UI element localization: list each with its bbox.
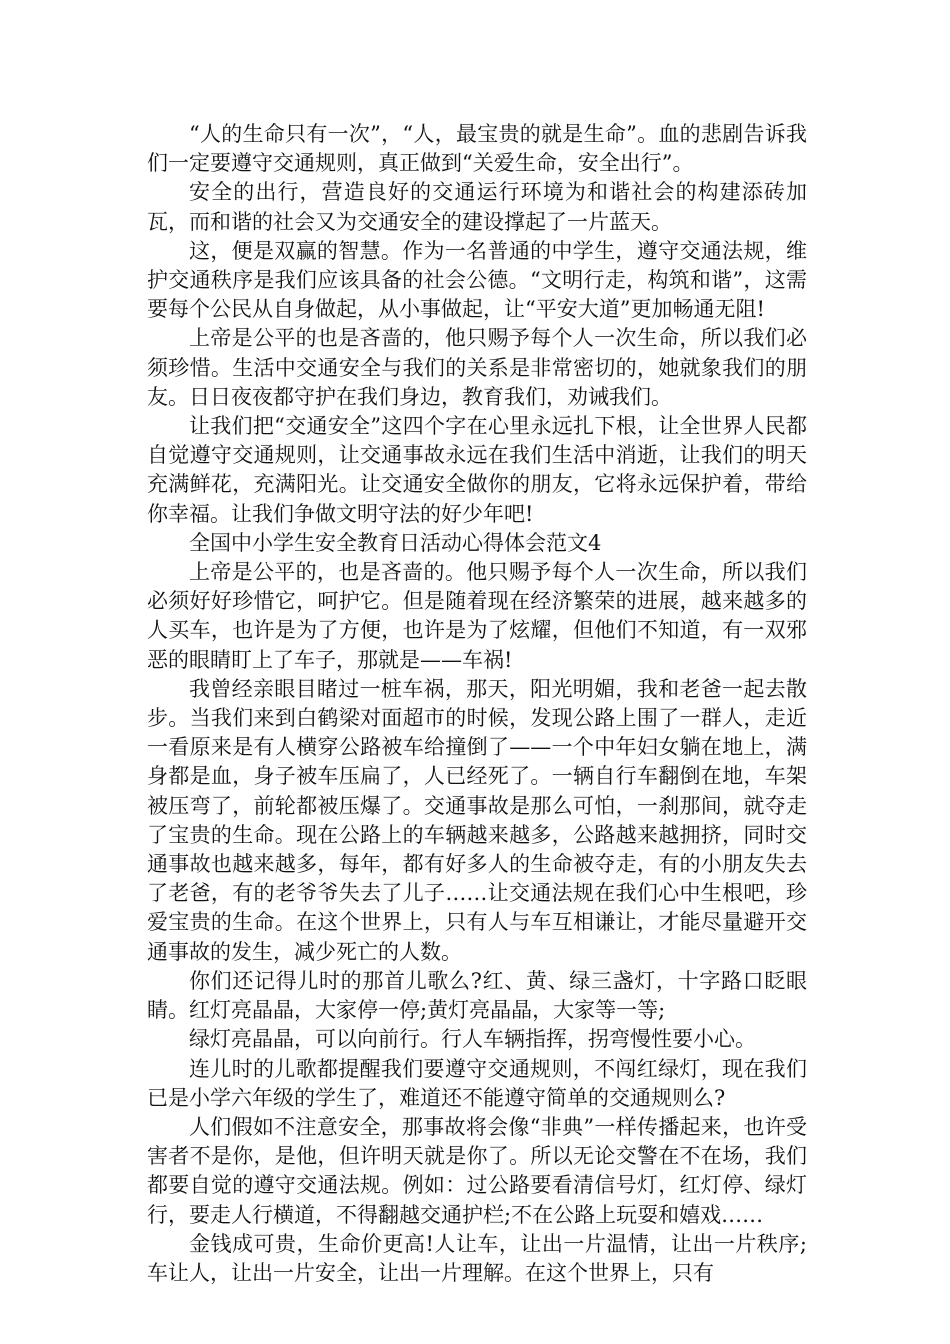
paragraph: 上帝是公平的，也是吝啬的。他只赐予每个人一次生命，所以我们必须好好珍惜它，呵护它。但是随着现在经济繁荣的进展，越来越多的人买车，也许是为了方便，也许是为了炫耀，但他们不知道，有一双邪恶的眼睛盯上了车子，那就是——车祸! [147, 560, 807, 672]
paragraph: 上帝是公平的也是吝啬的，他只赐予每个人一次生命，所以我们必须珍惜。生活中交通安全与我们的关系是非常密切的，她就象我们的朋友。日日夜夜都守护在我们身边，教育我们，劝诫我们。 [147, 326, 807, 409]
paragraph: 这，便是双赢的智慧。作为一名普通的中学生，遵守交通法规，维护交通秩序是我们应该具备的社会公德。“文明行走，构筑和谐”，这需要每个公民从自身做起，从小事做起，让“平安大道”更加畅通无阻! [147, 238, 807, 322]
document-body [147, 120, 807, 1288]
paragraph: “人的生命只有一次”，“人，最宝贵的就是生命”。血的悲剧告诉我们一定要遵守交通规则，真正做到“关爱生命，安全出行”。 [147, 122, 807, 176]
paragraph: 我曾经亲眼目睹过一桩车祸，那天，阳光明媚，我和老爸一起去散步。当我们来到白鹤梁对面超市的时候，发现公路上围了一群人，走近一看原来是有人横穿公路被车给撞倒了——一个中年妇女躺在地上，满身都是血，身子被车压扁了，人已经死了。一辆自行车翻倒在地，车架被压弯了，前轮都被压爆了。交通事故是那么可怕，一刹那间，就夺走了宝贵的生命。现在公路上的车辆越来越多，公路越来越拥挤，同时交通事故也越来越多，每年，都有好多人的生命被夺走，有的小朋友失去了老爸，有的老爷爷失去了儿子……让交通法规在我们心中生根吧，珍爱宝贵的生命。在这个世界上，只有人与车互相谦让，才能尽量避开交通事故的发生，减少死亡的人数。 [147, 676, 807, 964]
paragraph: 你们还记得儿时的那首儿歌么?红、黄、绿三盏灯，十字路口眨眼睛。红灯亮晶晶，大家停一停;黄灯亮晶晶，大家等一等; [147, 968, 807, 1023]
paragraph: 绿灯亮晶晶，可以向前行。行人车辆指挥，拐弯慢性要小心。 [189, 1027, 756, 1052]
paragraph: 金钱成可贵，生命价更高!人让车，让出一片温情，让出一片秩序;车让人，让出一片安全，让出一片理解。在这个世界上，只有 [147, 1231, 807, 1285]
paragraph: 安全的出行，营造良好的交通运行环境为和谐社会的构建添砖加瓦，而和谐的社会又为交通安全的建设撑起了一片蓝天。 [147, 180, 807, 234]
paragraph: 让我们把“交通安全”这四个字在心里永远扎下根，让全世界人民都自觉遵守交通规则，让交通事故永远在我们生活中消逝，让我们的明天充满鲜花，充满阳光。让交通安全做你的朋友，它将永远保护着，带给你幸福。让我们争做文明守法的好少年吧! [147, 414, 807, 526]
paragraph: 连儿时的儿歌都提醒我们要遵守交通规则，不闯红绿灯，现在我们已是小学六年级的学生了，难道还不能遵守简单的交通规则么? [147, 1056, 807, 1110]
paragraph: 人们假如不注意安全，那事故将会像“非典”一样传播起来，也许受害者不是你，是他，但许明天就是你了。所以无论交警在不在场，我们都要自觉的遵守交通法规。例如：过公路要看清信号灯，红灯停、绿灯行，要走人行横道，不得翻越交通护栏;不在公路上玩耍和嬉戏…… [147, 1114, 807, 1227]
section-heading: 全国中小学生安全教育日活动心得体会范文4 [189, 530, 602, 555]
